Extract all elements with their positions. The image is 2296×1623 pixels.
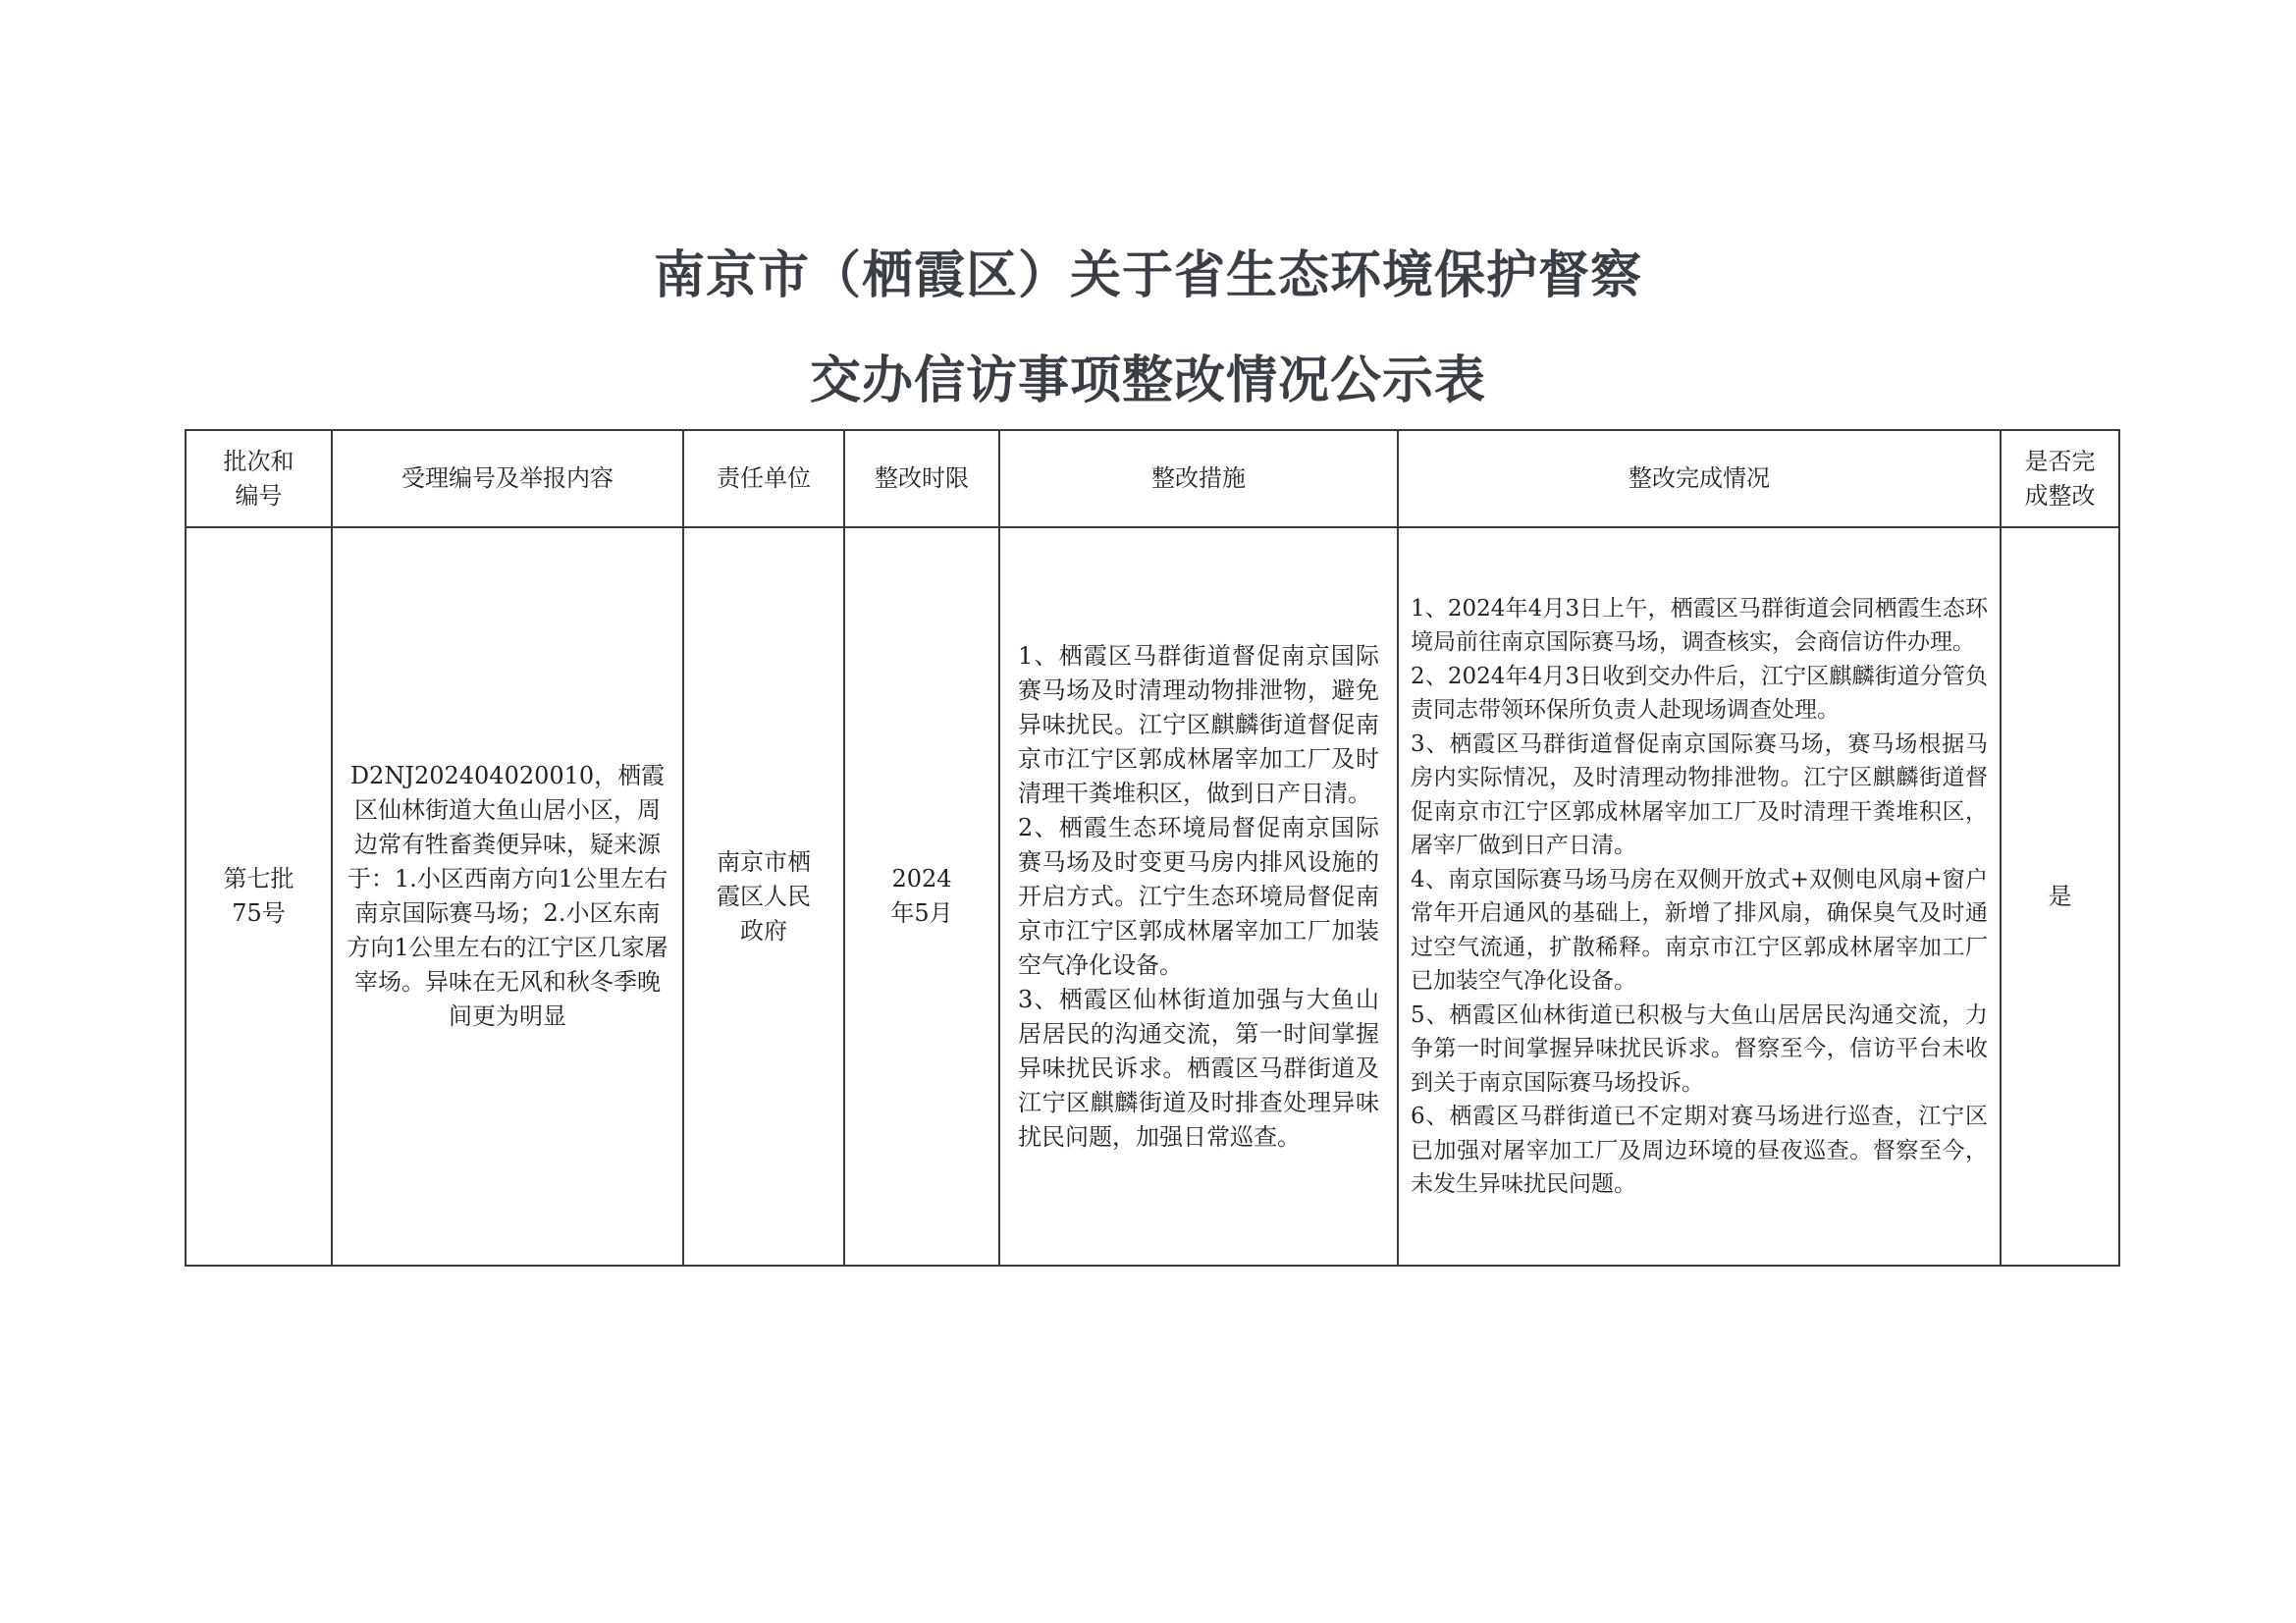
table-header-row <box>186 430 2119 527</box>
page-title-line2: 交办信访事项整改情况公示表 <box>809 352 1486 410</box>
cell-unit: 南京市栖霞区人民政府 <box>683 527 844 1266</box>
cell-content: D2NJ202404020010，栖霞区仙林街道大鱼山居小区，周边常有牲畜粪便异味，疑来源于：1.小区西南方向1公里左右南京国际赛马场；2.小区东南方向1公里左右的江宁区几家屠宰场。异味在无风和秋冬季晚间更为明显 <box>332 527 683 1266</box>
measure-item: 2、栖霞生态环境局督促南京国际赛马场及时变更马房内排风设施的开启方式。江宁生态环境局督促南京市江宁区郭成林屠宰加工厂加装空气净化设备。 <box>1018 813 1379 979</box>
header-batch: 批次和编号 <box>186 430 332 527</box>
header-completion: 整改完成情况 <box>1398 430 2001 527</box>
completion-item: 2、2024年4月3日收到交办件后，江宁区麒麟街道分管负责同志带领环保所负责人赴现场调查处理。 <box>1411 663 1988 723</box>
completion-item: 3、栖霞区马群街道督促南京国际赛马场，赛马场根据马房内实际情况，及时清理动物排泄物。江宁区麒麟街道督促南京市江宁区郭成林屠宰加工厂及时清理干粪堆积区，屠宰厂做到日产日清。 <box>1411 730 1988 858</box>
page-title-line1: 南京市（栖霞区）关于省生态环境保护督察 <box>653 246 1642 305</box>
completion-item: 4、南京国际赛马场马房在双侧开放式+双侧电风扇+窗户常年开启通风的基础上，新增了排风扇，确保臭气及时通过空气流通，扩散稀释。南京市江宁区郭成林屠宰加工厂已加装空气净化设备。 <box>1411 866 1988 994</box>
measure-item: 3、栖霞区仙林街道加强与大鱼山居居民的沟通交流，第一时间掌握异味扰民诉求。栖霞区马群街道及江宁区麒麟街道及时排查处理异味扰民问题，加强日常巡查。 <box>1018 985 1379 1151</box>
completion-item: 1、2024年4月3日上午，栖霞区马群街道会同栖霞生态环境局前往南京国际赛马场，调查核实，会商信访件办理。 <box>1411 595 1988 655</box>
header-measures: 整改措施 <box>999 430 1398 527</box>
cell-batch: 第七批75号 <box>186 527 332 1266</box>
completion-item: 6、栖霞区马群街道已不定期对赛马场进行巡查，江宁区已加强对屠宰加工厂及周边环境的昼夜巡查。督察至今，未发生异味扰民问题。 <box>1411 1104 1988 1197</box>
header-content: 受理编号及举报内容 <box>332 430 683 527</box>
completion-item: 5、栖霞区仙林街道已积极与大鱼山居居民沟通交流，力争第一时间掌握异味扰民诉求。督察至今，信访平台未收到关于南京国际赛马场投诉。 <box>1411 1001 1988 1096</box>
measure-item: 1、栖霞区马群街道督促南京国际赛马场及时清理动物排泄物，避免异味扰民。江宁区麒麟街道督促南京市江宁区郭成林屠宰加工厂及时清理干粪堆积区，做到日产日清。 <box>1018 641 1379 807</box>
cell-measures <box>999 527 1398 1266</box>
header-deadline: 整改时限 <box>844 430 999 527</box>
header-unit: 责任单位 <box>683 430 844 527</box>
rectification-table <box>185 429 2120 1267</box>
cell-completion <box>1398 527 2001 1266</box>
header-done: 是否完成整改 <box>2001 430 2119 527</box>
cell-done: 是 <box>2001 527 2119 1266</box>
table-row <box>186 527 2119 1266</box>
cell-deadline: 2024年5月 <box>844 527 999 1266</box>
